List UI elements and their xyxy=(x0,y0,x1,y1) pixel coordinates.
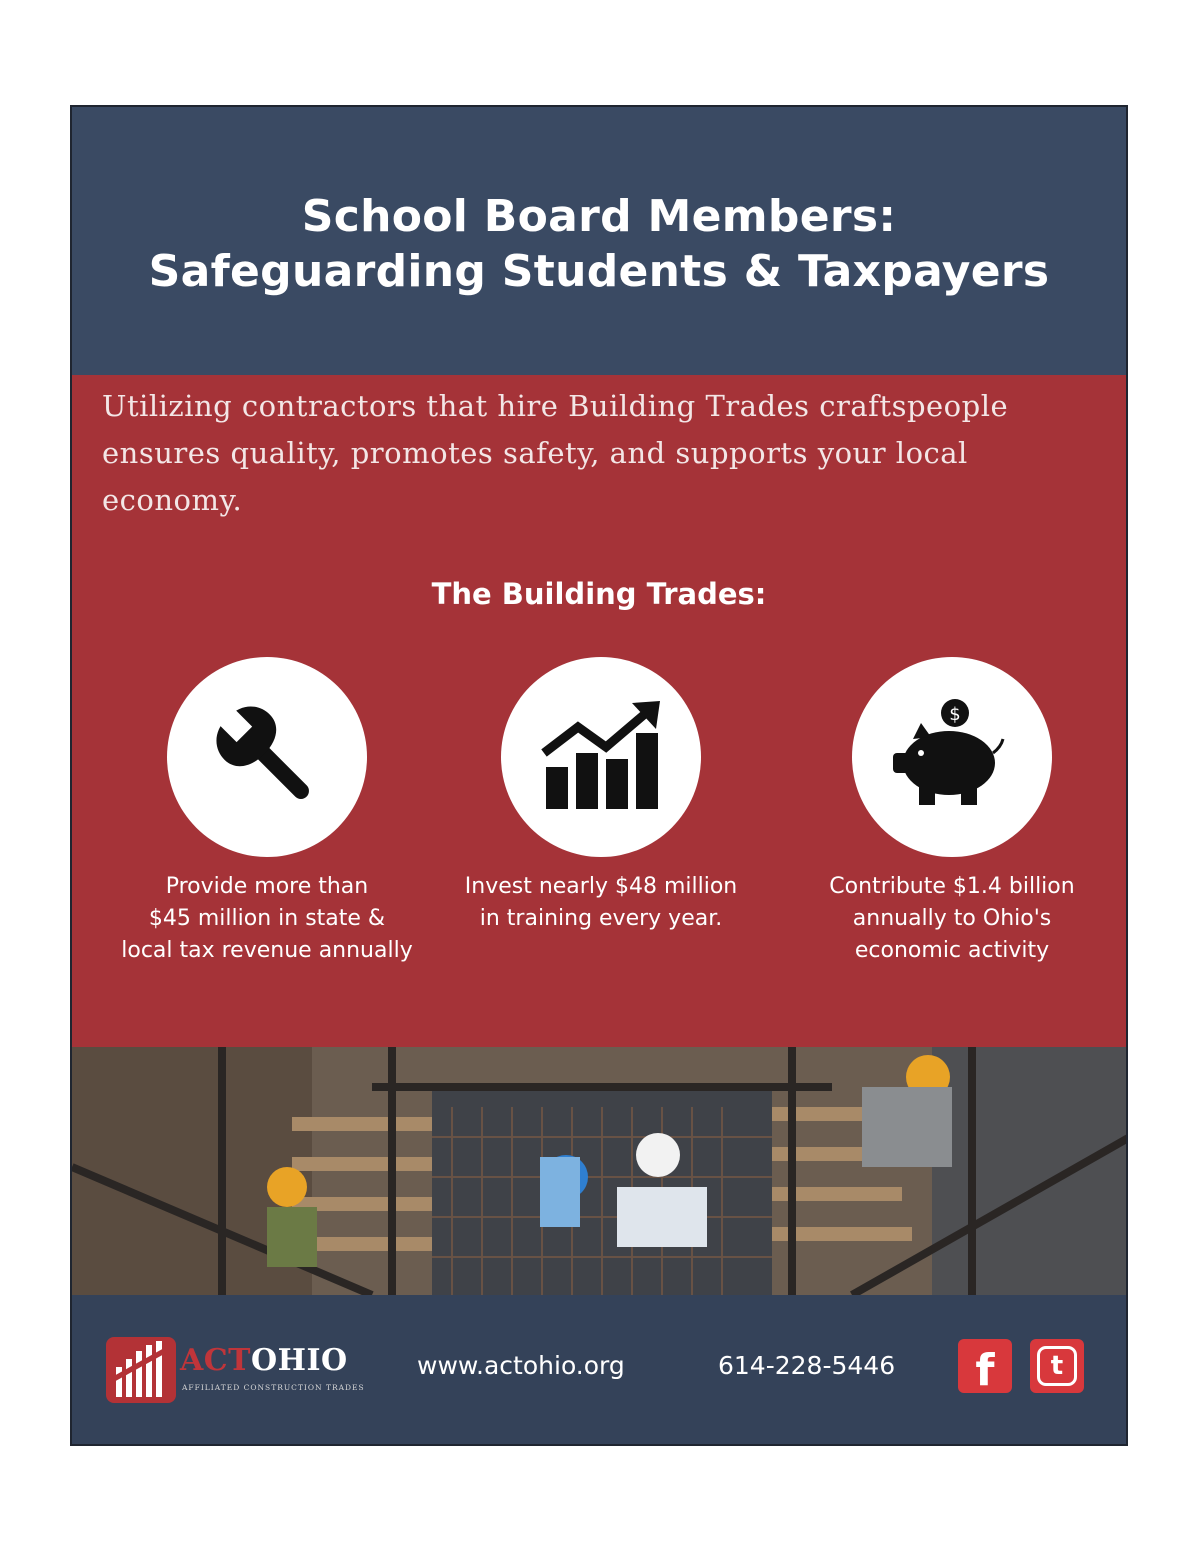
trades-heading: The Building Trades: xyxy=(431,577,767,611)
caption-line: in training every year. xyxy=(479,906,723,931)
logo-act-text: ACT xyxy=(180,1343,251,1378)
logo-wordmark xyxy=(180,1343,348,1378)
twitter-icon xyxy=(1037,1346,1077,1386)
logo-bars-icon xyxy=(106,1337,176,1403)
website-link[interactable]: www.actohio.org xyxy=(417,1351,625,1380)
intro-paragraph: Utilizing contractors that hire Building Trades craftspeople ensures quality, promotes safety, and supports your local economy. xyxy=(102,389,1009,517)
caption-line: local tax revenue annually xyxy=(121,938,413,963)
growth-chart-icon xyxy=(536,697,666,817)
construction-photo xyxy=(72,1047,1126,1295)
facebook-button[interactable] xyxy=(958,1339,1012,1396)
caption-line: $45 million in state & xyxy=(148,906,386,931)
caption-line: annually to Ohio's xyxy=(852,906,1052,931)
wrench-icon xyxy=(207,697,327,817)
logo-subtitle: AFFILIATED CONSTRUCTION TRADES xyxy=(182,1383,365,1392)
caption-line: economic activity xyxy=(854,938,1050,963)
stat-tax-revenue-caption xyxy=(97,871,437,967)
logo-ohio-text: OHIO xyxy=(250,1343,348,1378)
caption-line: Provide more than xyxy=(165,874,369,899)
piggy-bank-icon xyxy=(887,697,1017,817)
page-title xyxy=(72,189,1126,299)
actohio-logo[interactable] xyxy=(106,1337,365,1407)
stat-training xyxy=(431,657,771,935)
stat-tax-revenue xyxy=(97,657,437,967)
facebook-icon: f xyxy=(975,1344,995,1396)
construction-photo-graphic xyxy=(72,1047,1128,1295)
stat-economic-activity xyxy=(782,657,1122,967)
title-line-1: School Board Members: xyxy=(301,191,897,242)
growth-chart-circle xyxy=(501,657,701,857)
caption-line: Contribute $1.4 billion xyxy=(829,874,1075,899)
header-banner xyxy=(72,107,1126,375)
flyer xyxy=(70,105,1128,1446)
coin-dollar-sign: $ xyxy=(949,704,961,725)
stat-economic-activity-caption xyxy=(782,871,1122,967)
phone-number: 614-228-5446 xyxy=(718,1351,896,1380)
twitter-letter: t xyxy=(1050,1351,1064,1381)
twitter-button[interactable] xyxy=(1030,1339,1084,1393)
stat-training-caption xyxy=(431,871,771,935)
piggy-bank-circle xyxy=(852,657,1052,857)
footer-bar xyxy=(72,1295,1126,1446)
caption-line: Invest nearly $48 million xyxy=(464,874,738,899)
wrench-circle xyxy=(167,657,367,857)
title-line-2: Safeguarding Students & Taxpayers xyxy=(148,246,1050,297)
